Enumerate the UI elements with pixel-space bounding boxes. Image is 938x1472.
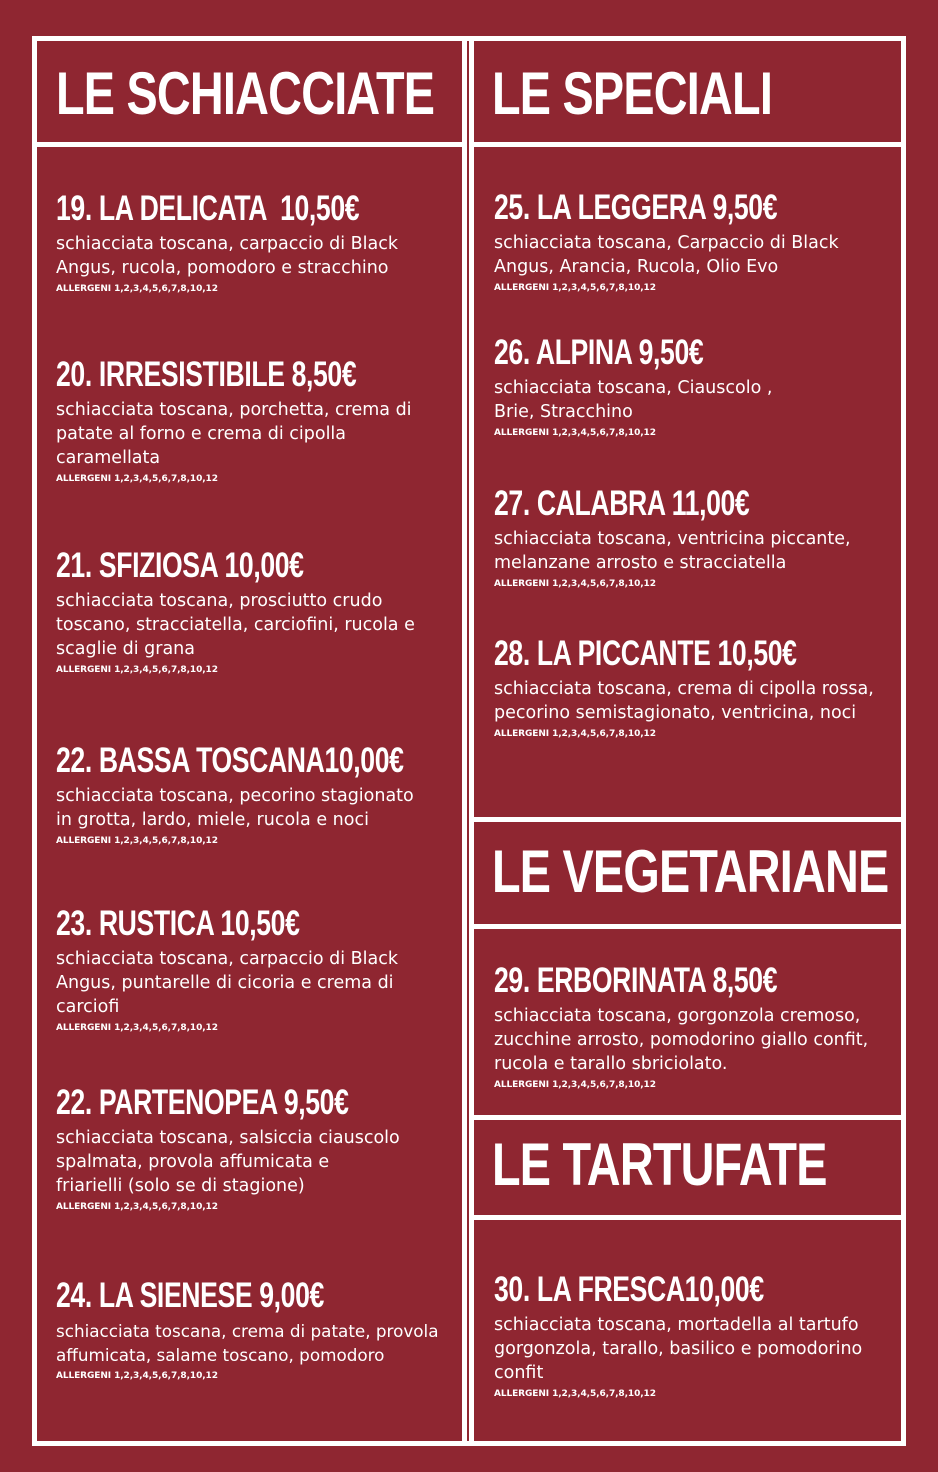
item-title: 25. LA LEGGERA 9,50€: [494, 188, 778, 227]
divider-above-tartufate: [469, 1115, 906, 1120]
item-title: 29. ERBORINATA 8,50€: [494, 961, 778, 1000]
item-title: 19. LA DELICATA 10,50€: [56, 189, 360, 228]
item-title: 30. LA FRESCA10,00€: [494, 1270, 764, 1309]
item-description: schiacciata toscana, carpaccio di Black Angus, puntarelle di cicoria e crema di carciofi: [56, 949, 398, 1017]
item-description: schiacciata toscana, prosciutto crudo toscano, stracciatella, carciofini, rucola e scaglie di grana: [56, 591, 415, 659]
column-divider-left: [462, 36, 467, 1446]
divider-below-vegetariane: [469, 924, 906, 929]
menu-item-26: [494, 334, 772, 439]
item-title: 27. CALABRA 11,00€: [494, 484, 750, 523]
item-allergens: ALLERGENI 1,2,3,4,5,6,7,8,10,12: [56, 1202, 218, 1212]
frame-left-border: [32, 36, 37, 1446]
item-title: 26. ALPINA 9,50€: [494, 333, 704, 372]
item-description: schiacciata toscana, carpaccio di Black Angus, rucola, pomodoro e stracchino: [56, 234, 398, 278]
menu-item-19: [56, 190, 455, 295]
item-allergens: ALLERGENI 1,2,3,4,5,6,7,8,10,12: [56, 284, 218, 294]
item-allergens: ALLERGENI 1,2,3,4,5,6,7,8,10,12: [494, 729, 656, 739]
menu-item-24: [56, 1277, 439, 1382]
item-title: 22. BASSA TOSCANA10,00€: [56, 741, 404, 780]
divider-below-tartufate: [469, 1215, 906, 1220]
item-allergens: ALLERGENI 1,2,3,4,5,6,7,8,10,12: [494, 283, 656, 293]
column-divider-right: [469, 36, 474, 1446]
item-description: schiacciata toscana, ventricina piccante, melanzane arrosto e stracciatella: [494, 529, 851, 573]
frame-right-border: [901, 36, 906, 1446]
divider-above-vegetariane: [469, 817, 906, 822]
header-divider-speciali: [469, 142, 906, 147]
item-description: schiacciata toscana, gorgonzola cremoso, zucchine arrosto, pomodorino giallo confit, rucola e tarallo sbriciolato.: [494, 1006, 869, 1074]
item-allergens: ALLERGENI 1,2,3,4,5,6,7,8,10,12: [56, 836, 218, 846]
item-description: schiacciata toscana, crema di patate, provola affumicata, salame toscano, pomodoro: [56, 1321, 439, 1365]
menu-item-20: [56, 356, 451, 485]
item-title: 23. RUSTICA 10,50€: [56, 904, 300, 943]
item-description: schiacciata toscana, porchetta, crema di patate al forno e crema di cipolla caramellata: [56, 400, 412, 468]
item-description: schiacciata toscana, Carpaccio di Black Angus, Arancia, Rucola, Olio Evo: [494, 233, 839, 277]
item-title: 24. LA SIENESE 9,00€: [56, 1276, 324, 1315]
menu-item-23: [56, 905, 398, 1034]
item-description: schiacciata toscana, Ciauscolo , Brie, Stracchino: [494, 378, 773, 422]
item-title: 22. PARTENOPEA 9,50€: [56, 1083, 349, 1122]
menu-item-22-bassa-toscana: [56, 742, 513, 847]
menu-item-25: [494, 189, 867, 294]
item-allergens: ALLERGENI 1,2,3,4,5,6,7,8,10,12: [56, 474, 218, 484]
section-title-vegetariane: LE VEGETARIANE: [492, 838, 889, 905]
menu-item-30: [494, 1271, 862, 1400]
item-allergens: ALLERGENI 1,2,3,4,5,6,7,8,10,12: [56, 1371, 218, 1381]
item-allergens: ALLERGENI 1,2,3,4,5,6,7,8,10,12: [56, 665, 218, 675]
item-allergens: ALLERGENI 1,2,3,4,5,6,7,8,10,12: [56, 1023, 218, 1033]
item-title: 21. SFIZIOSA 10,00€: [56, 546, 304, 585]
item-title: 28. LA PICCANTE 10,50€: [494, 634, 797, 673]
menu-item-27: [494, 485, 851, 590]
section-title-tartufate: LE TARTUFATE: [492, 1131, 827, 1198]
item-description: schiacciata toscana, crema di cipolla rossa, pecorino semistagionato, ventricina, noci: [494, 679, 874, 723]
item-allergens: ALLERGENI 1,2,3,4,5,6,7,8,10,12: [494, 428, 656, 438]
section-title-schiacciate: LE SCHIACCIATE: [56, 60, 435, 127]
item-title: 20. IRRESISTIBILE 8,50€: [56, 355, 357, 394]
item-allergens: ALLERGENI 1,2,3,4,5,6,7,8,10,12: [494, 579, 656, 589]
item-description: schiacciata toscana, mortadella al tartufo gorgonzola, tarallo, basilico e pomodorino confit: [494, 1315, 863, 1383]
menu-item-29: [494, 962, 868, 1091]
section-title-speciali: LE SPECIALI: [492, 60, 773, 127]
menu-item-28: [494, 635, 892, 740]
header-divider-schiacciate: [32, 142, 467, 147]
item-allergens: ALLERGENI 1,2,3,4,5,6,7,8,10,12: [494, 1080, 656, 1090]
item-description: schiacciata toscana, pecorino stagionato in grotta, lardo, miele, rucola e noci: [56, 786, 414, 830]
item-description: schiacciata toscana, salsiccia ciauscolo spalmata, provola affumicata e friarielli (solo se di stagione): [56, 1128, 400, 1196]
menu-item-22-partenopea: [56, 1084, 441, 1213]
menu-item-21: [56, 547, 415, 676]
item-allergens: ALLERGENI 1,2,3,4,5,6,7,8,10,12: [494, 1389, 656, 1399]
